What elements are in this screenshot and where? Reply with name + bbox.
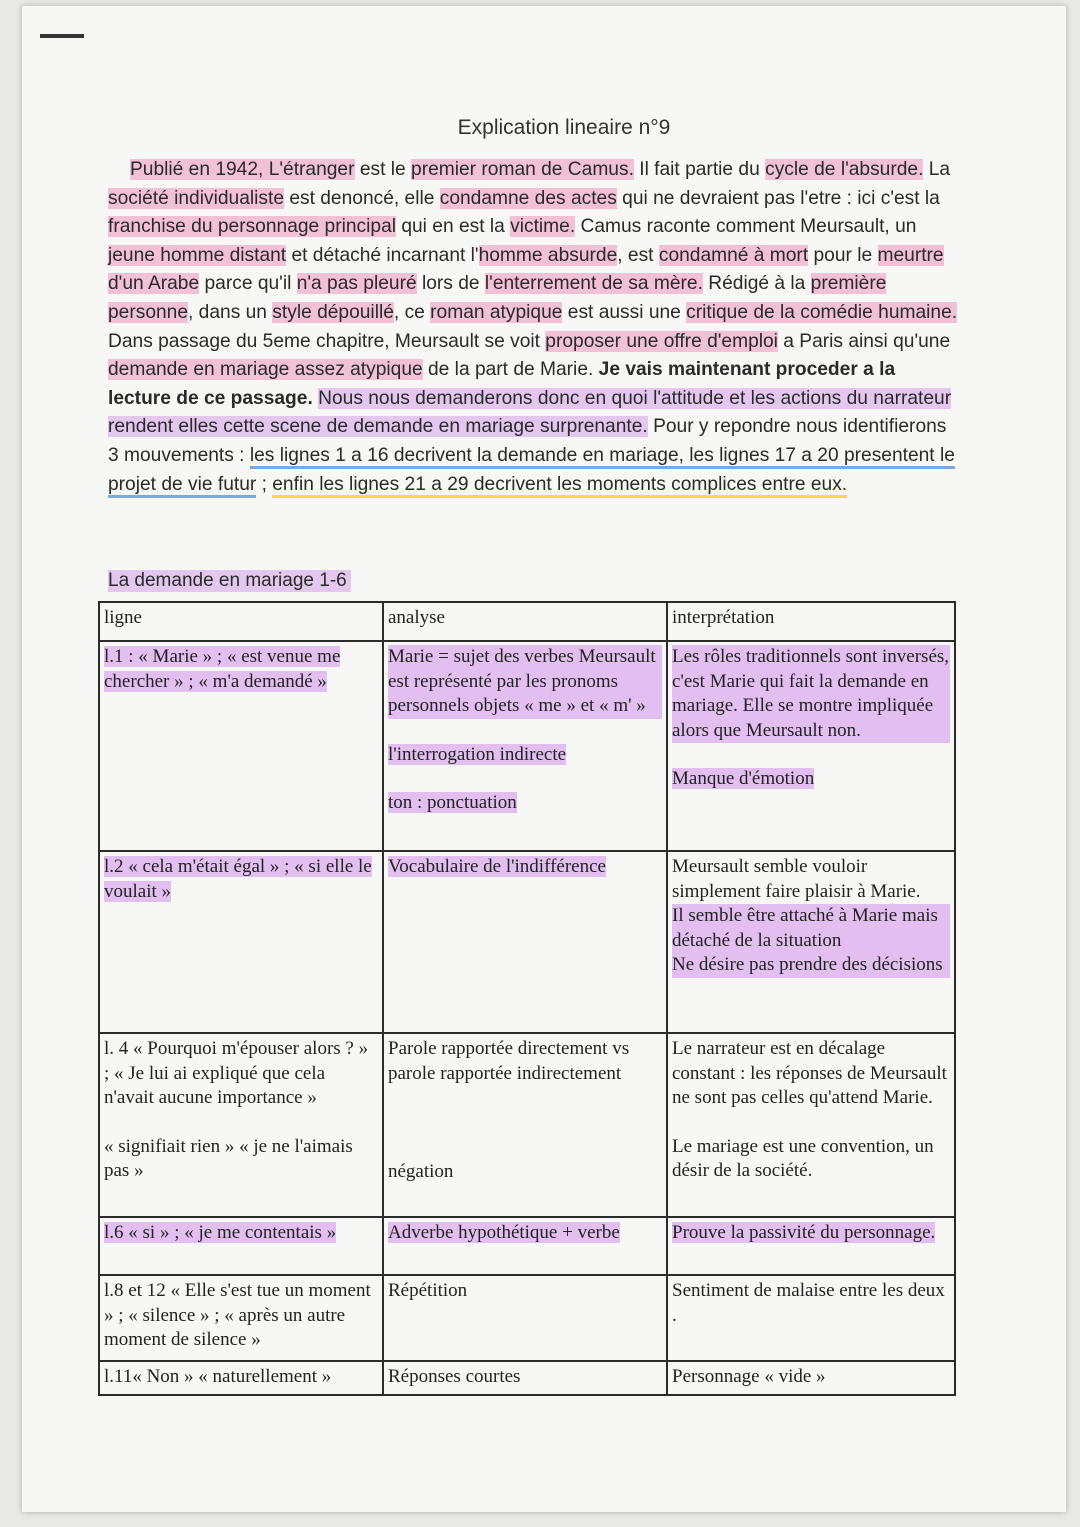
intro-span: est aussi une — [562, 301, 687, 323]
table-cell-interpretation — [667, 1033, 955, 1217]
table-cell-interpretation — [667, 1275, 955, 1361]
table-cell-analyse — [383, 1033, 667, 1217]
table-cell-analyse — [383, 641, 667, 851]
cell-text: l. 4 « Pourquoi m'épouser alors ? » ; « Je lui ai expliqué que cela n'avait aucune importance » — [104, 1038, 369, 1108]
table-cell-analyse — [383, 1361, 667, 1395]
table-cell-interpretation — [667, 1217, 955, 1275]
intro-span: de la part de Marie. — [422, 359, 599, 381]
table-row — [99, 1275, 955, 1361]
intro-span: , est — [617, 244, 659, 266]
cell-text: Parole rapportée directement vs parole rapportée indirectement — [388, 1038, 630, 1084]
intro-span: et détaché incarnant l' — [286, 244, 479, 266]
intro-span: Dans passage du 5eme chapitre, Meursault se voit — [108, 330, 546, 352]
intro-span: ; — [256, 473, 273, 495]
intro-paragraph — [108, 156, 958, 499]
intro-span: meurtre d'un Arabe — [108, 244, 944, 295]
intro-span: est denoncé, elle — [284, 187, 440, 209]
column-header: interprétation — [667, 602, 955, 641]
cell-text: l.6 « si » ; « je me contentais » — [104, 1222, 337, 1243]
table-cell-analyse — [383, 1275, 667, 1361]
table-cell-interpretation — [667, 641, 955, 851]
intro-span: , ce — [393, 301, 431, 323]
cell-text: « signifiait rien » « je ne l'aimais pas » — [104, 1135, 353, 1181]
cell-text: Sentiment de malaise entre les deux . — [672, 1280, 945, 1326]
intro-span: cycle de l'absurde. — [765, 159, 924, 180]
cell-text: Répétition — [388, 1280, 468, 1301]
cell-text: l.1 : « Marie » ; « est venue me chercher » ; « m'a demandé » — [104, 646, 341, 692]
intro-span: Je vais maintenant proceder a la lecture de ce passage. — [108, 359, 896, 409]
table-cell-ligne — [99, 1033, 383, 1217]
cell-text: Prouve la passivité du personnage. — [672, 1222, 936, 1243]
intro-span: premier roman de Camus. — [411, 159, 634, 180]
intro-span: les lignes 1 a 16 decrivent la demande en mariage, les lignes 17 a 20 presentent le projet de vie futur — [108, 445, 955, 498]
intro-span: qui ne devraient pas l'etre : ici c'est la — [616, 187, 940, 209]
table-cell-ligne — [99, 851, 383, 1033]
cell-text: ton : ponctuation — [388, 792, 517, 813]
intro-span: Publié en 1942, L'étranger — [130, 159, 355, 180]
cell-text: Le narrateur est en décalage constant : les réponses de Meursault ne sont pas celles qu'attend Marie. — [672, 1038, 947, 1108]
intro-span: l'enterrement de sa mère. — [484, 273, 703, 295]
intro-span: homme absurde — [478, 244, 618, 266]
intro-span: Rédigé à la — [702, 273, 811, 295]
intro-span: Pour y repondre nous identifierons 3 mouvements : — [108, 416, 947, 466]
cell-text: Ne désire pas prendre des décisions — [672, 953, 950, 978]
cell-text: négation — [388, 1161, 454, 1182]
intro-span: franchise du personnage principal — [108, 216, 396, 238]
intro-span: critique de la comédie humaine. — [686, 301, 958, 323]
cell-text: Le mariage est une convention, un désir de la société. — [672, 1135, 934, 1181]
table-cell-analyse — [383, 1217, 667, 1275]
cell-text — [672, 767, 950, 792]
table-cell-ligne — [99, 1275, 383, 1361]
intro-span: lors de — [416, 273, 485, 295]
intro-span: société individualiste — [108, 187, 284, 209]
page-title: Explication lineaire n°9 — [457, 116, 671, 139]
section-title: La demande en mariage 1-6 — [108, 570, 351, 592]
document-page — [22, 6, 1066, 1512]
cell-text: l.2 « cela m'était égal » ; « si elle le voulait » — [104, 856, 372, 902]
intro-span: demande en mariage assez atypique — [108, 359, 423, 381]
cell-text: Vocabulaire de l'indifférence — [388, 856, 606, 877]
cell-text: Adverbe hypothétique + verbe — [388, 1222, 620, 1243]
intro-span: a Paris ainsi qu'une — [777, 330, 951, 352]
intro-span: qui en est la — [396, 216, 511, 238]
cell-text: Personnage « vide » — [672, 1366, 826, 1387]
table-row — [99, 1217, 955, 1275]
cell-text: Il semble être attaché à Marie mais détaché de la situation — [672, 904, 950, 953]
cell-text — [388, 743, 662, 768]
intro-span: parce qu'il — [199, 273, 297, 295]
intro-span: La — [923, 159, 951, 180]
intro-span: proposer une offre d'emploi — [545, 330, 778, 352]
table-header-row — [99, 602, 955, 641]
intro-span: condamne des actes — [439, 187, 617, 209]
cell-text: Réponses courtes — [388, 1366, 521, 1387]
table-row — [99, 641, 955, 851]
column-header: ligne — [99, 602, 383, 641]
analysis-table — [98, 601, 956, 1396]
table-row — [99, 1361, 955, 1395]
intro-span: pour le — [808, 244, 878, 266]
intro-span: Camus raconte comment Meursault, un — [575, 216, 917, 238]
intro-span: première personne — [108, 273, 887, 323]
table-cell-interpretation — [667, 1361, 955, 1395]
cell-text: Marie = sujet des verbes Meursault est représenté par les pronoms personnels objets « me » et « m' » — [388, 645, 662, 719]
intro-span: roman atypique — [430, 301, 563, 323]
cell-text: l.8 et 12 « Elle s'est tue un moment » ; « silence » ; « après un autre moment de silence » — [104, 1280, 371, 1350]
intro-span: n'a pas pleuré — [296, 273, 417, 295]
intro-span: est le — [354, 159, 412, 180]
table-row — [99, 851, 955, 1033]
cell-text: Manque d'émotion — [672, 768, 815, 789]
table-cell-ligne — [99, 641, 383, 851]
intro-span: condamné à mort — [658, 244, 809, 266]
margin-dash — [40, 34, 84, 38]
cell-text — [388, 791, 662, 816]
cell-text: l.11« Non » « naturellement » — [104, 1366, 332, 1387]
intro-span: , dans un — [188, 301, 273, 323]
column-header: analyse — [383, 602, 667, 641]
table-row — [99, 1033, 955, 1217]
table-cell-ligne — [99, 1361, 383, 1395]
cell-text: l'interrogation indirecte — [388, 743, 567, 765]
table-cell-analyse — [383, 851, 667, 1033]
intro-span: Il fait partie du — [633, 159, 766, 180]
table-cell-interpretation — [667, 851, 955, 1033]
table-cell-ligne — [99, 1217, 383, 1275]
cell-text: Meursault semble vouloir simplement faire plaisir à Marie. — [672, 856, 921, 902]
intro-span: victime. — [510, 216, 576, 238]
cell-text: Les rôles traditionnels sont inversés, c'est Marie qui fait la demande en mariage. Elle se montre impliquée alors que Meursault non. — [672, 645, 950, 743]
intro-span: style dépouillé — [272, 301, 394, 323]
intro-span: enfin les lignes 21 a 29 decrivent les moments complices entre eux. — [272, 474, 847, 498]
intro-span: jeune homme distant — [108, 244, 287, 266]
intro-span: Nous nous demanderons donc en quoi l'attitude et les actions du narrateur rendent elles cette scene de demande en mariage surprenante. — [108, 387, 952, 438]
